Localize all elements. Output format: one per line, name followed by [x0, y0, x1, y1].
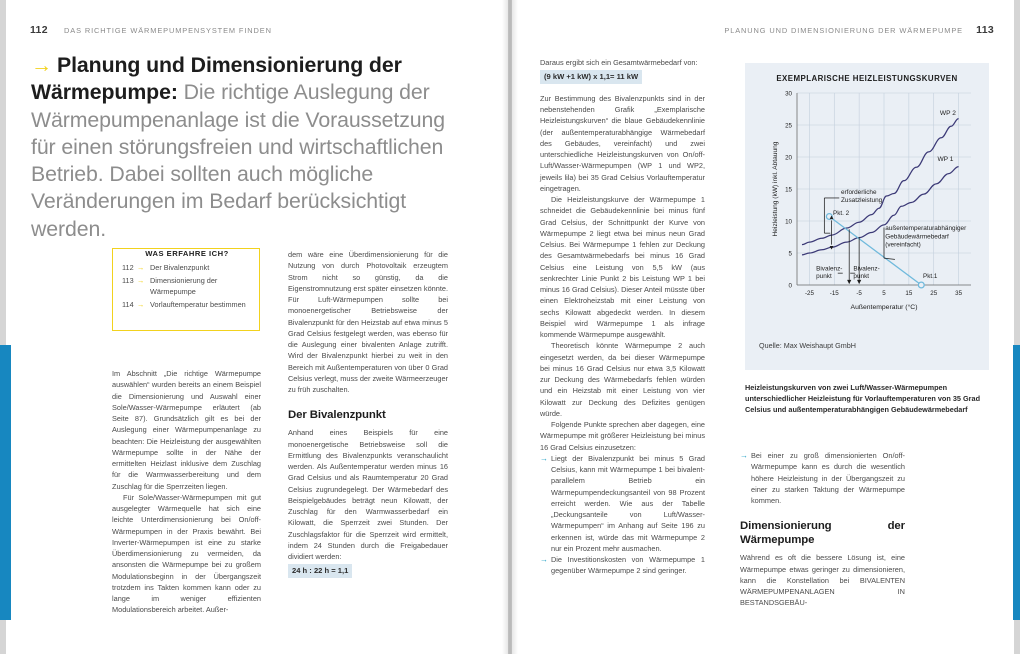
- folio-right: 113: [976, 24, 994, 36]
- section-tab-left: [0, 345, 11, 620]
- paragraph: Die Heizleistungskurve der Wärmepumpe 1 schneidet die Gebäudekennlinie bei minus fünf Grad Celsius, der Schnittpunkt der Kurve von Wärmepumpe 2 liegt etwa bei minus neun Grad Celsius. Bei Wärmepumpe 1 fehlen zur Deckung des Gesamtwärmebedarfs bei minus 16 Grad Celsius eine Leistung von 5,5 kW (aus senkrechter Linie Punkt 2 bis Leistung WP 1 bei minus 16 Grad Celsius). Dieser Anteil müsste über einen Elektroheizstab mit einer Leistung von sechs Kilowatt abgedeckt werden. In diesem Beispiel wird Wärmepumpe 1 als infrage kommende Wärmepumpe ausgewählt.: [540, 195, 705, 339]
- paragraph: Für Sole/Wasser-Wärmepumpen mit gut ausgelegter Wärmequelle hat sich eine leichte Unterdimensionierung bei On/off-Wärmepumpen in der Praxis bewährt. Bei Inverter-Wärmepumpen ist eine zu starke Überdimensionierung zu vermeiden, da ansonsten die Wärmepumpe bei zu großem Modulationsbeginn in der Übergangszeit trotzdem ins Takten kommen kann oder zu lange im weniger effizienten Modulationsbereich arbeitet. Außer-: [112, 492, 261, 615]
- folio-left: 112: [30, 24, 48, 36]
- label-pkt1: Pkt.1: [923, 272, 938, 280]
- paragraph: Anhand eines Beispiels für eine monoenergetische Betriebsweise soll die Ermittlung des Bivalenzpunkts veranschaulicht werden. Als Außentemperatur werden minus 16 Grad Celsius und als Raumtemperatur 20 Grad Celsius zugrundegelegt. Der Wärmebedarf des Beispielgebäudes beträgt neun Kilowatt, der Zuschlag für den Warmwasserbedarf ein Kilowatt, die Sperrzeit zwei Stunden. Der Zuschlagsfaktor für die Sperrzeit wird ermittelt, indem 24 Stunden durch die Freigabedauer dividiert werden:: [288, 428, 448, 561]
- paragraph: Theoretisch könnte Wärmepumpe 2 auch eingesetzt werden, da bei dieser Wärmepumpe bei minus 16 Grad Celsius nur etwa 3,5 Kilowatt zur Deckung des Wärmebedarfs fehlen würden und ein Heizstab mit einer Leistung von vier Kilowatt zur Deckung des Defizites genügen würde.: [540, 341, 705, 418]
- svg-text:-5: -5: [856, 290, 862, 297]
- svg-text:15: 15: [785, 186, 792, 194]
- arrow-icon: →: [137, 276, 145, 286]
- section-heading: Dimensionierung der Wärmepumpe: [740, 520, 905, 547]
- label-pkt2: Pkt. 2: [833, 210, 850, 218]
- chart-source: Quelle: Max Weishaupt GmbH: [759, 341, 856, 350]
- body-column-1: [112, 368, 261, 616]
- svg-text:10: 10: [785, 218, 792, 226]
- page-title-bold: Planung und Dimensionierung der Wärmepumpe:: [31, 53, 402, 105]
- svg-text:-25: -25: [804, 290, 814, 297]
- label-gebaeudebedarf-line2: Gebäudewärmebedarf: [885, 233, 949, 241]
- paragraph: dem wäre eine Überdimensionierung für die Nutzung von durch Photovoltaik erzeugtem Strom nicht so günstig, da die Eigenstromnutzung erst später einsetzen könnte. Für Luft-Wärmepumpen sollte bei monoenergetischer Betriebsweise der Bivalenzpunkt für den Heizstab auf etwa minus 5 Grad Celsius festgelegt werden, was ebenso für die Auslegung einer bivalenten Anlage zutrifft. Wird der Bivalenzpunkt hierbei zu weit in den Bereich mit Außentemperaturen von über 0 Grad Celsius verlegt, muss der zweite Wärmeerzeuger zu früh zuschalten.: [288, 250, 448, 394]
- svg-text:25: 25: [930, 290, 938, 297]
- chart-y-axis-label: Heizleistung (kW) inkl. Abtauung: [772, 141, 779, 237]
- toc-title-wrap: [113, 243, 261, 261]
- chart-title: EXEMPLARISCHE HEIZLEISTUNGSKURVEN: [776, 74, 958, 83]
- toc-page-number: 112: [122, 263, 134, 272]
- point-pkt1-marker: [918, 282, 924, 288]
- runhead-right: PLANUNG UND DIMENSIONIERUNG DER WÄRMEPUMPE: [724, 26, 963, 35]
- bullet-item: [540, 554, 705, 577]
- runhead-left: DAS RICHTIGE WÄRMEPUMPENSYSTEM FINDEN: [64, 26, 272, 35]
- paragraph: Während es oft die bessere Lösung ist, eine Wärmepumpe etwas geringer zu dimensionieren, kann die Konstellation bei BIVALENTEN WÄRMEPUMPENANLAGEN IN BESTANDSGEBÄU-: [740, 553, 905, 608]
- svg-text:0: 0: [788, 282, 792, 290]
- arrow-icon: →: [740, 451, 748, 460]
- paragraph: Zur Bestimmung des Bivalenzpunkts sind in der nebenstehenden Grafik „Exemplarische Heizleistungskurven“ die blaue Gebäudekennlinie (der außentemperaturabhängige Wärmebedarf des Gebäudes, vereinfacht) und zwei unterschiedliche Heizleistungskurven von On/off-Luft/Wasser-Wärmepumpen (WP 1 und WP2, jeweils lila) bei 35 Grad Celsius Vorlauftemperatur eingetragen.: [540, 93, 705, 193]
- toc-item-label: Vorlauftemperatur bestimmen: [150, 299, 246, 309]
- arrow-icon: →: [137, 263, 145, 272]
- svg-text:20: 20: [785, 154, 792, 162]
- body-column-4: [740, 450, 905, 609]
- svg-text:15: 15: [905, 290, 913, 297]
- paragraph: Im Abschnitt „Die richtige Wärmepumpe auswählen“ wurden bereits an einem Beispiel die Dimensionierung und Auswahl einer Sole/Wasser-Wärmepumpe erläutert (ab Seite 87). Grundsätzlich gilt es bei der Auslegung einer Wärmepumpenanlage zu beachten: Die Heizleistung der ausgewählten Wärmepumpe sollte in der Nähe der ermittelten Heizlast inklusive dem Zuschlag für die Warmwasserbereitung und dem Zuschlag für die Sperrzeiten liegen.: [112, 369, 261, 491]
- svg-text:5: 5: [788, 250, 792, 258]
- label-bivalenzpunkt-b-line1: Bivalenz-: [853, 265, 880, 273]
- body-column-2: [288, 249, 448, 578]
- section-heading: Der Bivalenzpunkt: [288, 409, 386, 422]
- chart-y-ticks: [785, 90, 792, 289]
- label-bivalenzpunkt-a-line1: Bivalenz-: [816, 265, 843, 273]
- svg-text:25: 25: [785, 122, 792, 130]
- label-zusatzleistung-line2: Zusatzleistung: [840, 196, 883, 204]
- section-tab-right: [1013, 345, 1020, 620]
- toc-page-number: 114: [122, 299, 134, 309]
- label-bivalenzpunkt-a-line2: punkt: [816, 272, 832, 280]
- chart-x-axis-label: Außentemperatur (°C): [850, 304, 918, 311]
- label-wp2: WP 2: [939, 109, 956, 117]
- label-gebaeudebedarf-line3: (vereinfacht): [885, 241, 921, 249]
- page-title: [31, 52, 451, 243]
- chart-caption: Heizleistungskurven von zwei Luft/Wasser-Wärmepumpen unterschiedlicher Heizleistung für Vorlauftemperaturen von 35 Grad Celsius und außentemperaturabhängigen Gebäudewärmebedarf: [745, 383, 981, 415]
- formula-box: (9 kW +1 kW) x 1,1= 11 kW: [540, 70, 642, 84]
- list-item[interactable]: [122, 263, 251, 273]
- label-zusatzleistung-line1: erforderliche: [840, 189, 877, 197]
- svg-text:-15: -15: [829, 290, 839, 297]
- formula-box: 24 h : 22 h = 1,1: [288, 564, 352, 578]
- label-gebaeudebedarf-line1: außentemperaturabhängiger: [885, 224, 967, 232]
- bullet-item: [740, 450, 905, 506]
- heating-capacity-curves-chart: [745, 85, 989, 335]
- bullet-text: Bei einer zu groß dimensionierten On/off-Wärmepumpe kann es durch die wesentlich höhere Heizleistung in der Übergangszeit zu einer zu starken Taktung der Wärmepumpe kommen.: [751, 451, 905, 505]
- arrow-icon: →: [137, 299, 145, 309]
- svg-text:5: 5: [882, 290, 886, 297]
- toc-title: WAS ERFAHRE ICH?: [139, 249, 235, 258]
- toc-item-label: Dimensionierung der Wärmepumpe: [150, 276, 218, 296]
- bullet-text: Liegt der Bivalenzpunkt bei minus 5 Grad Celsius, kann mit Wärmepumpe 1 bei bivalent-parallelem Betrieb ein Wärmepumpendeckungsanteil von 98 Prozent erreicht werden. Wie aus der Tabelle „Deckungsanteile von Luft/Wasser-Wärmepumpen“ im Anhang auf Seite 196 zu erkennen ist, würde das mit Wärmepumpe 2 nur ein Prozent mehr ausmachen.: [551, 453, 705, 553]
- page-title-rest: Die richtige Auslegung der Wärmepumpenanlage ist die Voraussetzung für einen störungsfreien und wirtschaftlichen Betrieb. Dabei sollten auch mögliche Veränderungen im Bedarf berücksichtigt werden.: [31, 80, 445, 241]
- body-column-3: [540, 57, 705, 577]
- svg-text:30: 30: [785, 90, 792, 98]
- list-item[interactable]: [122, 276, 251, 296]
- arrow-icon: →: [540, 555, 548, 564]
- chart-panel: [745, 63, 989, 370]
- paragraph: Daraus ergibt sich ein Gesamtwärmebedarf von:: [540, 58, 698, 67]
- paragraph: Folgende Punkte sprechen aber dagegen, eine Wärmepumpe mit größerer Heizleistung bei minus 16 Grad Celsius einzusetzen:: [540, 420, 705, 452]
- label-bivalenzpunkt-b-line2: punkt: [853, 272, 870, 280]
- bullet-item: [540, 453, 705, 554]
- arrow-icon: →: [540, 453, 548, 463]
- list-item[interactable]: [122, 300, 251, 310]
- bullet-text: Die Investitionskosten von Wärmepumpe 1 gegenüber Wärmepumpe 2 sind geringer.: [551, 555, 705, 576]
- arrow-icon: →: [31, 54, 50, 77]
- was-erfahre-ich-box: [112, 248, 260, 331]
- chart-x-ticks: [805, 290, 963, 297]
- curve-wp1: [802, 167, 959, 255]
- svg-text:35: 35: [955, 290, 963, 297]
- toc-item-label: Der Bivalenzpunkt: [150, 263, 210, 272]
- label-wp1: WP 1: [937, 155, 954, 163]
- toc-page-number: 113: [122, 276, 134, 286]
